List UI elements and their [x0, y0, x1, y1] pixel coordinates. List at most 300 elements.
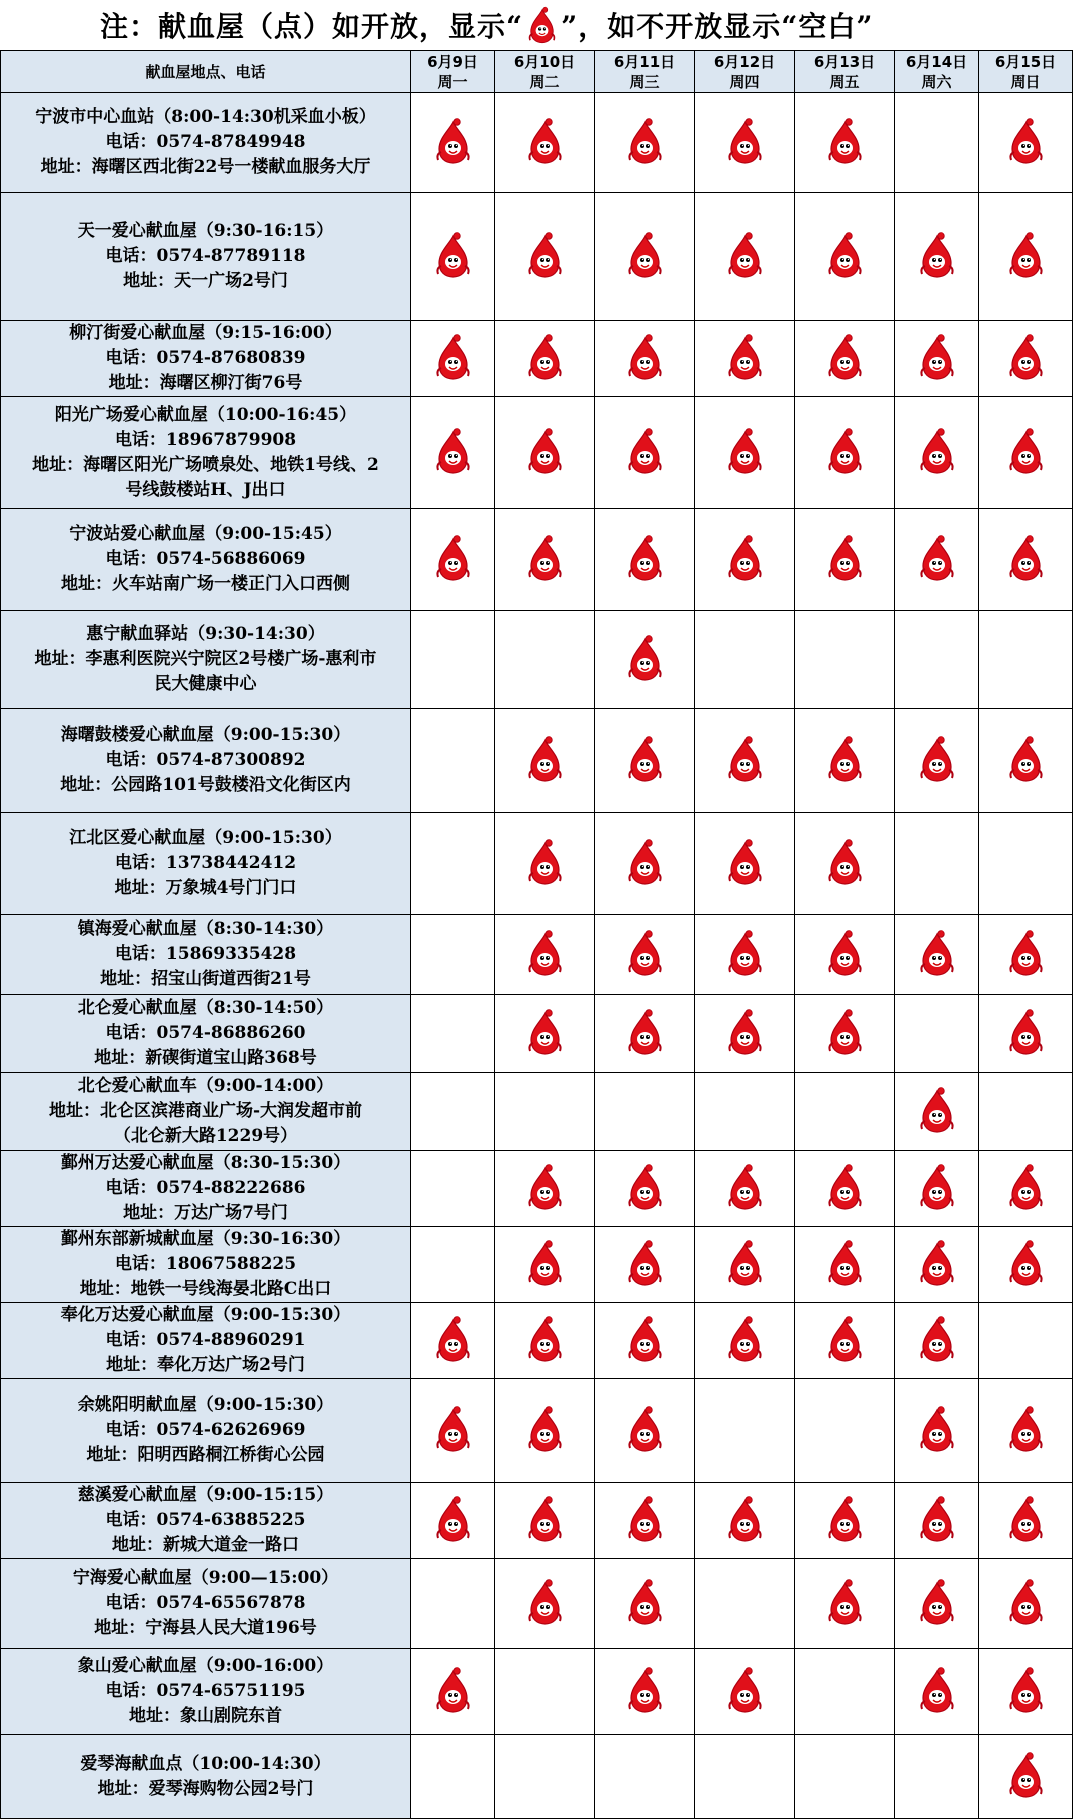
- day-cell-open: [795, 1151, 895, 1227]
- station-info-line: 地址：新碶街道宝山路368号: [94, 1048, 317, 1068]
- blood-drop-mascot-icon: [625, 928, 665, 978]
- day-cell-closed: [895, 611, 979, 709]
- day-cell-open: [495, 397, 595, 509]
- table-row: [1, 1483, 1073, 1559]
- day-cell-open: [411, 1483, 495, 1559]
- blood-drop-mascot-icon: [625, 426, 665, 476]
- day-cell-open: [595, 397, 695, 509]
- blood-drop-mascot-icon: [917, 426, 957, 476]
- station-info-cell: [1, 1227, 411, 1303]
- blood-drop-mascot-icon: [433, 230, 473, 280]
- day-cell-closed: [495, 1073, 595, 1151]
- day-cell-open: [695, 915, 795, 995]
- blood-drop-mascot-icon: [1006, 1162, 1046, 1212]
- blood-drop-mascot-icon: [525, 928, 565, 978]
- day-cell-open: [895, 1227, 979, 1303]
- blood-drop-mascot-icon: [917, 1494, 957, 1544]
- day-cell-open: [979, 193, 1073, 321]
- day-cell-closed: [795, 1379, 895, 1483]
- blood-drop-mascot-icon: [917, 928, 957, 978]
- table-row: [1, 611, 1073, 709]
- blood-drop-mascot-icon: [625, 1404, 665, 1454]
- day-cell-closed: [795, 1073, 895, 1151]
- table-row: [1, 995, 1073, 1073]
- day-cell-closed: [595, 1735, 695, 1819]
- day-cell-open: [695, 1227, 795, 1303]
- blood-drop-mascot-icon: [1006, 1665, 1046, 1715]
- blood-drop-mascot-icon: [525, 1238, 565, 1288]
- station-info-line: 惠宁献血驿站（9:30-14:30）: [86, 624, 325, 644]
- day-cell-open: [895, 397, 979, 509]
- blood-drop-mascot-icon: [725, 1314, 765, 1364]
- day-header: 6月11日 周三: [595, 51, 695, 93]
- blood-drop-mascot-icon: [917, 1577, 957, 1627]
- station-info-cell: [1, 709, 411, 813]
- blood-drop-mascot-icon: [525, 116, 565, 166]
- day-cell-open: [795, 995, 895, 1073]
- day-cell-closed: [495, 1735, 595, 1819]
- blood-drop-mascot-icon: [525, 1314, 565, 1364]
- station-info-line: 地址：新城大道金一路口: [112, 1535, 299, 1555]
- station-info-line: 地址：海曙区西北街22号一楼献血服务大厅: [40, 157, 371, 177]
- day-cell-open: [411, 93, 495, 193]
- day-cell-open: [595, 93, 695, 193]
- day-cell-open: [795, 915, 895, 995]
- station-info-line: 地址：火车站南广场一楼正门入口西侧: [61, 574, 350, 594]
- day-cell-closed: [979, 1303, 1073, 1379]
- day-cell-open: [895, 1303, 979, 1379]
- station-info-cell: [1, 813, 411, 915]
- day-cell-open: [795, 193, 895, 321]
- day-cell-open: [795, 1303, 895, 1379]
- day-cell-open: [795, 1227, 895, 1303]
- day-cell-open: [595, 611, 695, 709]
- blood-drop-mascot-icon: [1006, 426, 1046, 476]
- blood-drop-mascot-icon: [1006, 1577, 1046, 1627]
- day-cell-open: [595, 1649, 695, 1735]
- day-cell-open: [695, 397, 795, 509]
- day-cell-open: [695, 193, 795, 321]
- day-cell-open: [895, 709, 979, 813]
- day-cell-closed: [979, 611, 1073, 709]
- blood-drop-mascot-icon: [525, 1007, 565, 1057]
- station-info-line: （北仑新大路1229号）: [113, 1126, 298, 1146]
- day-cell-open: [979, 1151, 1073, 1227]
- blood-drop-mascot-icon: [1006, 1494, 1046, 1544]
- station-info-line: 地址：李惠利医院兴宁院区2号楼广场-惠利市: [34, 649, 377, 669]
- day-cell-open: [595, 1559, 695, 1649]
- blood-drop-mascot-icon: [725, 734, 765, 784]
- day-cell-open: [595, 995, 695, 1073]
- blood-drop-mascot-icon: [433, 1314, 473, 1364]
- day-cell-closed: [411, 1735, 495, 1819]
- blood-drop-mascot-icon: [525, 230, 565, 280]
- blood-drop-mascot-icon: [1006, 928, 1046, 978]
- blood-drop-mascot-icon: [825, 426, 865, 476]
- day-cell-open: [795, 93, 895, 193]
- blood-drop-mascot-icon: [725, 1238, 765, 1288]
- blood-drop-mascot-icon: [525, 1577, 565, 1627]
- day-header: 6月12日 周四: [695, 51, 795, 93]
- blood-drop-mascot-icon: [433, 116, 473, 166]
- day-cell-open: [495, 1151, 595, 1227]
- day-cell-open: [411, 193, 495, 321]
- blood-drop-mascot-icon: [433, 426, 473, 476]
- blood-drop-mascot-icon: [825, 1007, 865, 1057]
- table-row: [1, 93, 1073, 193]
- day-cell-closed: [795, 1735, 895, 1819]
- blood-drop-mascot-icon: [725, 837, 765, 887]
- station-info-line: 民大健康中心: [154, 674, 257, 694]
- day-cell-open: [695, 709, 795, 813]
- blood-drop-mascot-icon: [917, 1162, 957, 1212]
- day-cell-closed: [895, 93, 979, 193]
- blood-drop-mascot-icon: [725, 332, 765, 382]
- blood-drop-mascot-icon: [433, 332, 473, 382]
- blood-drop-mascot-icon: [725, 1494, 765, 1544]
- day-cell-closed: [695, 611, 795, 709]
- day-cell-open: [795, 1559, 895, 1649]
- blood-drop-mascot-icon: [433, 1494, 473, 1544]
- station-info-line: 地址：北仑区滨港商业广场-大润发超市前: [48, 1101, 363, 1121]
- table-row: [1, 1379, 1073, 1483]
- day-cell-open: [895, 1483, 979, 1559]
- table-row: [1, 321, 1073, 397]
- blood-drop-mascot-icon: [825, 734, 865, 784]
- day-cell-closed: [411, 1151, 495, 1227]
- header-row: [1, 51, 1073, 93]
- blood-drop-mascot-icon: [917, 1404, 957, 1454]
- day-cell-open: [895, 1379, 979, 1483]
- blood-drop-mascot-icon: [825, 1162, 865, 1212]
- blood-drop-mascot-icon: [433, 1665, 473, 1715]
- day-cell-open: [595, 1227, 695, 1303]
- day-cell-open: [895, 1559, 979, 1649]
- station-info-line: 宁海爱心献血屋（9:00—15:00）: [72, 1568, 339, 1588]
- notice-text-before: 注：献血屋（点）如开放，显示“: [100, 10, 524, 43]
- blood-drop-mascot-icon: [825, 116, 865, 166]
- day-cell-closed: [495, 1649, 595, 1735]
- station-info-line: 镇海爱心献血屋（8:30-14:30）: [77, 919, 334, 939]
- day-header: 6月13日 周五: [795, 51, 895, 93]
- day-cell-open: [411, 321, 495, 397]
- station-info-cell: [1, 1303, 411, 1379]
- blood-drop-mascot-icon: [1006, 116, 1046, 166]
- schedule-table-wrap: [0, 50, 1073, 1819]
- day-cell-closed: [595, 1073, 695, 1151]
- day-cell-open: [895, 193, 979, 321]
- station-info-line: 江北区爱心献血屋（9:00-15:30）: [69, 828, 342, 848]
- day-cell-open: [495, 1303, 595, 1379]
- station-info-line: 天一爱心献血屋（9:30-16:15）: [77, 221, 334, 241]
- blood-drop-mascot-icon: [525, 734, 565, 784]
- blood-drop-mascot-icon: [825, 1314, 865, 1364]
- day-cell-open: [695, 1151, 795, 1227]
- day-header: 6月9日 周一: [411, 51, 495, 93]
- station-info-line: 电话：0574-87849948: [105, 132, 306, 152]
- day-cell-open: [895, 509, 979, 611]
- blood-drop-mascot-icon: [725, 1162, 765, 1212]
- day-cell-open: [595, 1379, 695, 1483]
- day-cell-open: [495, 995, 595, 1073]
- day-header: 6月15日 周日: [979, 51, 1073, 93]
- day-cell-open: [695, 1483, 795, 1559]
- day-cell-open: [979, 709, 1073, 813]
- blood-drop-mascot-icon: [917, 1665, 957, 1715]
- blood-drop-mascot-icon: [625, 1007, 665, 1057]
- day-cell-closed: [695, 1379, 795, 1483]
- station-info-cell: [1, 397, 411, 509]
- day-cell-open: [795, 509, 895, 611]
- day-cell-closed: [695, 1073, 795, 1151]
- blood-drop-mascot-icon: [1006, 1007, 1046, 1057]
- day-cell-open: [979, 1379, 1073, 1483]
- day-cell-open: [495, 915, 595, 995]
- station-info-line: 地址：公园路101号鼓楼沿文化街区内: [60, 775, 351, 795]
- day-cell-open: [595, 915, 695, 995]
- day-cell-open: [595, 813, 695, 915]
- blood-drop-mascot-icon: [625, 1665, 665, 1715]
- station-info-line: 象山爱心献血屋（9:00-16:00）: [77, 1656, 334, 1676]
- station-info-cell: [1, 193, 411, 321]
- day-cell-closed: [695, 1559, 795, 1649]
- station-info-cell: [1, 1649, 411, 1735]
- station-info-line: 海曙鼓楼爱心献血屋（9:00-15:30）: [60, 725, 351, 745]
- blood-drop-mascot-icon: [1006, 1750, 1046, 1800]
- station-info-line: 慈溪爱心献血屋（9:00-15:15）: [77, 1485, 334, 1505]
- blood-drop-mascot-icon: [1006, 1404, 1046, 1454]
- station-info-line: 电话：0574-87789118: [105, 246, 306, 266]
- blood-drop-mascot-icon: [917, 1085, 957, 1135]
- day-header: 6月14日 周六: [895, 51, 979, 93]
- day-cell-open: [495, 193, 595, 321]
- blood-drop-mascot-icon: [725, 1007, 765, 1057]
- blood-drop-mascot-icon: [525, 426, 565, 476]
- day-cell-closed: [411, 1227, 495, 1303]
- station-info-line: 电话：0574-63885225: [105, 1510, 306, 1530]
- station-info-line: 地址：奉化万达广场2号门: [106, 1355, 305, 1375]
- day-cell-closed: [411, 1559, 495, 1649]
- station-info-cell: [1, 1483, 411, 1559]
- blood-drop-mascot-icon: [725, 116, 765, 166]
- blood-drop-mascot-icon: [625, 633, 665, 683]
- blood-drop-mascot-icon: [1006, 230, 1046, 280]
- station-info-line: 地址：地铁一号线海晏北路C出口: [79, 1279, 332, 1299]
- table-row: [1, 1559, 1073, 1649]
- table-row: [1, 509, 1073, 611]
- day-cell-open: [495, 321, 595, 397]
- day-cell-open: [495, 813, 595, 915]
- station-info-line: 地址：海曙区阳光广场喷泉处、地铁1号线、2: [32, 454, 379, 475]
- day-cell-open: [795, 813, 895, 915]
- station-info-cell: [1, 1559, 411, 1649]
- blood-drop-mascot-icon: [725, 533, 765, 583]
- station-info-line: 号线鼓楼站H、J出口: [125, 479, 286, 500]
- blood-drop-mascot-icon: [917, 1238, 957, 1288]
- blood-drop-mascot-icon: [433, 533, 473, 583]
- blood-drop-mascot-icon: [625, 734, 665, 784]
- station-column-header: 献血屋地点、电话: [1, 51, 411, 93]
- station-info-line: 宁波站爱心献血屋（9:00-15:45）: [69, 524, 342, 544]
- day-cell-open: [495, 93, 595, 193]
- day-cell-open: [595, 321, 695, 397]
- day-cell-open: [895, 1073, 979, 1151]
- station-info-line: 北仑爱心献血车（9:00-14:00）: [77, 1076, 334, 1096]
- station-info-cell: [1, 509, 411, 611]
- day-cell-open: [795, 397, 895, 509]
- blood-drop-mascot-icon: [625, 116, 665, 166]
- blood-drop-mascot-icon: [625, 1162, 665, 1212]
- day-cell-closed: [795, 611, 895, 709]
- day-cell-open: [595, 709, 695, 813]
- blood-drop-mascot-icon: [825, 1577, 865, 1627]
- day-cell-open: [979, 509, 1073, 611]
- day-cell-closed: [895, 995, 979, 1073]
- blood-drop-mascot-icon: [825, 332, 865, 382]
- blood-drop-mascot-icon: [625, 533, 665, 583]
- day-cell-open: [695, 813, 795, 915]
- day-cell-open: [795, 1483, 895, 1559]
- table-row: [1, 397, 1073, 509]
- day-cell-closed: [979, 813, 1073, 915]
- day-cell-open: [411, 397, 495, 509]
- blood-drop-mascot-icon: [525, 1494, 565, 1544]
- blood-drop-mascot-icon: [525, 1162, 565, 1212]
- day-cell-open: [595, 193, 695, 321]
- station-info-cell: [1, 321, 411, 397]
- station-info-line: 电话：0574-62626969: [105, 1420, 306, 1440]
- day-cell-open: [595, 509, 695, 611]
- blood-drop-mascot-icon: [1006, 332, 1046, 382]
- day-cell-closed: [411, 611, 495, 709]
- day-cell-open: [895, 915, 979, 995]
- table-row: [1, 1151, 1073, 1227]
- day-cell-open: [979, 915, 1073, 995]
- blood-drop-mascot-icon: [625, 230, 665, 280]
- blood-drop-mascot-icon: [1006, 1238, 1046, 1288]
- station-info-cell: [1, 995, 411, 1073]
- day-cell-open: [411, 1379, 495, 1483]
- station-info-cell: [1, 1735, 411, 1819]
- blood-drop-mascot-icon: [525, 837, 565, 887]
- station-info-line: 电话：0574-87680839: [105, 348, 306, 368]
- station-info-line: 电话：0574-56886069: [105, 549, 306, 569]
- day-cell-closed: [695, 1735, 795, 1819]
- station-info-line: 电话：0574-88960291: [105, 1330, 306, 1350]
- blood-drop-mascot-icon: [825, 533, 865, 583]
- table-row: [1, 1303, 1073, 1379]
- station-info-line: 宁波市中心血站（8:00-14:30机采血小板）: [35, 107, 376, 127]
- station-info-line: 鄞州东部新城献血屋（9:30-16:30）: [60, 1229, 351, 1249]
- station-info-line: 电话：0574-87300892: [105, 750, 306, 770]
- blood-drop-mascot-icon: [1006, 734, 1046, 784]
- day-cell-open: [979, 397, 1073, 509]
- station-info-line: 电话：0574-65567878: [105, 1593, 306, 1613]
- day-cell-open: [695, 1649, 795, 1735]
- blood-drop-mascot-icon: [825, 928, 865, 978]
- day-cell-closed: [411, 813, 495, 915]
- day-cell-closed: [495, 611, 595, 709]
- day-cell-open: [695, 321, 795, 397]
- station-info-cell: [1, 1073, 411, 1151]
- station-info-line: 电话：0574-88222686: [105, 1178, 306, 1198]
- day-cell-open: [979, 995, 1073, 1073]
- blood-drop-mascot-icon: [917, 734, 957, 784]
- day-cell-open: [695, 93, 795, 193]
- day-cell-closed: [795, 1649, 895, 1735]
- station-info-line: 地址：象山剧院东首: [129, 1706, 282, 1726]
- blood-drop-mascot-icon: [1006, 533, 1046, 583]
- blood-drop-mascot-icon: [625, 1577, 665, 1627]
- station-info-cell: [1, 611, 411, 709]
- station-info-line: 电话：18967879908: [114, 429, 297, 450]
- day-cell-open: [595, 1483, 695, 1559]
- day-cell-open: [495, 709, 595, 813]
- station-info-line: 北仑爱心献血屋（8:30-14:50）: [77, 998, 334, 1018]
- station-info-line: 电话：18067588225: [114, 1254, 297, 1274]
- day-cell-open: [495, 1227, 595, 1303]
- day-cell-open: [979, 321, 1073, 397]
- day-cell-open: [411, 509, 495, 611]
- table-row: [1, 1227, 1073, 1303]
- blood-drop-mascot-icon: [725, 1665, 765, 1715]
- blood-drop-mascot-icon: [725, 928, 765, 978]
- blood-drop-mascot-icon: [725, 426, 765, 476]
- day-cell-closed: [411, 915, 495, 995]
- day-cell-open: [895, 1649, 979, 1735]
- station-info-line: 爱琴海献血点（10:00-14:30）: [80, 1753, 331, 1774]
- day-cell-open: [795, 709, 895, 813]
- blood-drop-mascot-icon: [917, 332, 957, 382]
- blood-drop-mascot-icon: [825, 837, 865, 887]
- station-info-line: 地址：爱琴海购物公园2号门: [97, 1778, 314, 1799]
- station-info-cell: [1, 1379, 411, 1483]
- day-cell-open: [979, 1559, 1073, 1649]
- day-cell-open: [895, 321, 979, 397]
- station-info-line: 阳光广场爱心献血屋（10:00-16:45）: [54, 404, 357, 425]
- day-header: 6月10日 周二: [495, 51, 595, 93]
- station-info-line: 地址：万象城4号门门口: [114, 878, 297, 898]
- table-row: [1, 915, 1073, 995]
- blood-drop-mascot-icon: [625, 1238, 665, 1288]
- day-cell-open: [495, 1483, 595, 1559]
- day-cell-open: [979, 1735, 1073, 1819]
- day-cell-open: [495, 509, 595, 611]
- blood-drop-mascot-icon: [917, 1314, 957, 1364]
- day-cell-open: [411, 1303, 495, 1379]
- table-row: [1, 709, 1073, 813]
- blood-drop-mascot-icon: [525, 5, 559, 45]
- station-info-line: 地址：阳明西路桐江桥街心公园: [86, 1445, 325, 1465]
- day-cell-open: [895, 1151, 979, 1227]
- day-cell-open: [795, 321, 895, 397]
- schedule-table: [0, 50, 1073, 1819]
- station-info-line: 地址：宁海县人民大道196号: [94, 1618, 317, 1638]
- station-info-line: 地址：海曙区柳汀街76号: [108, 373, 303, 393]
- blood-drop-mascot-icon: [525, 533, 565, 583]
- table-row: [1, 1735, 1073, 1819]
- station-info-line: 电话：0574-65751195: [105, 1681, 306, 1701]
- station-info-line: 柳汀街爱心献血屋（9:15-16:00）: [69, 323, 342, 343]
- day-cell-open: [979, 1483, 1073, 1559]
- day-cell-open: [495, 1379, 595, 1483]
- table-row: [1, 1073, 1073, 1151]
- day-cell-open: [695, 509, 795, 611]
- blood-drop-mascot-icon: [525, 332, 565, 382]
- station-info-line: 电话：0574-86886260: [105, 1023, 306, 1043]
- day-cell-closed: [895, 1735, 979, 1819]
- station-info-line: 鄞州万达爱心献血屋（8:30-15:30）: [60, 1153, 351, 1173]
